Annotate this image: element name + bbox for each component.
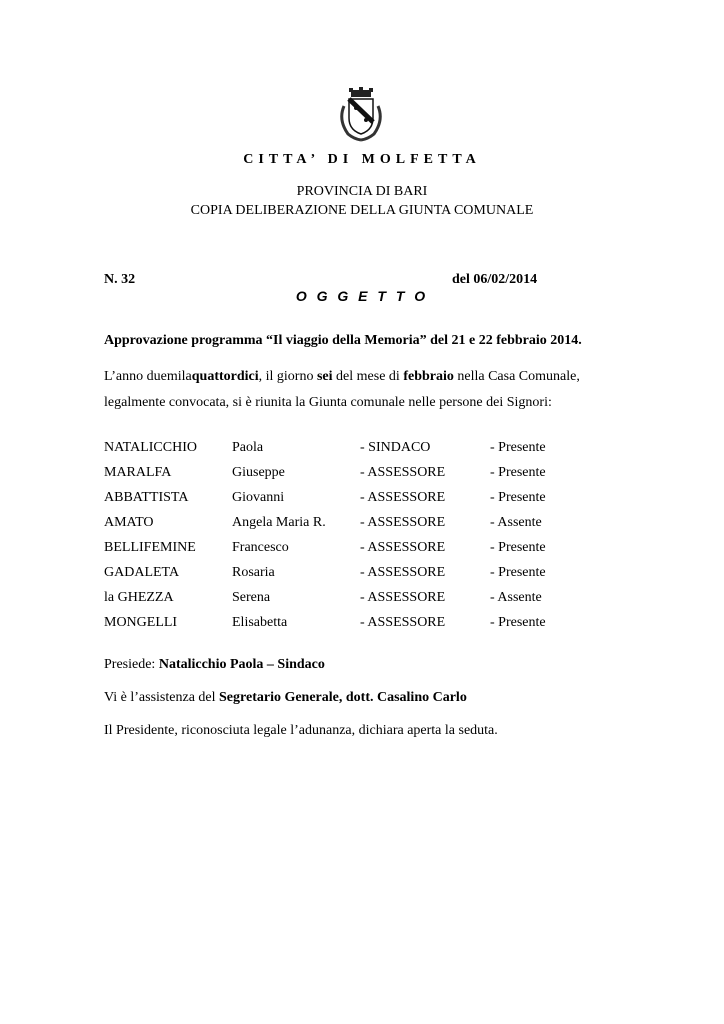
member-status: - Assente: [490, 590, 542, 605]
member-surname: la GHEZZA: [104, 590, 174, 605]
member-role: - ASSESSORE: [360, 565, 446, 580]
member-name: Serena: [232, 590, 271, 605]
member-row: [0, 615, 724, 635]
member-role: - ASSESSORE: [360, 615, 446, 630]
presiding-person: Natalicchio Paola – Sindaco: [158, 657, 325, 672]
municipal-crest-icon: [334, 86, 388, 142]
secretary-name: Segretario Generale, dott. Casalino Carlo: [219, 690, 467, 705]
member-row: [0, 465, 724, 485]
member-status: - Assente: [490, 515, 542, 530]
member-status: - Presente: [490, 615, 546, 630]
subject-heading: O G G E T T O: [295, 288, 429, 304]
assistance-line: Vi è l’assistenza del Segretario Generale, dott. Casalino Carlo: [104, 690, 467, 705]
deliberation-number: N. 32: [104, 272, 136, 287]
member-surname: AMATO: [104, 515, 154, 530]
member-surname: BELLIFEMINE: [104, 540, 196, 555]
intro-paragraph: [104, 364, 622, 416]
intro-line-1: L’anno duemilaquattordici, il giorno sei del mese di febbraio nella Casa Comunale,: [104, 369, 580, 384]
subject-text: Approvazione programma “Il viaggio della Memoria” del 21 e 22 febbraio 2014.: [104, 333, 582, 348]
member-row: [0, 590, 724, 610]
member-surname: NATALICCHIO: [104, 440, 197, 455]
member-row: [0, 540, 724, 560]
province-line: PROVINCIA DI BARI: [296, 184, 428, 199]
member-row: [0, 440, 724, 460]
member-row: [0, 515, 724, 535]
intro-line-2: legalmente convocata, si è riunita la Giunta comunale nelle persone dei Signori:: [104, 395, 552, 410]
member-status: - Presente: [490, 565, 546, 580]
member-role: - ASSESSORE: [360, 590, 446, 605]
member-surname: MARALFA: [104, 465, 172, 480]
member-name: Paola: [232, 440, 264, 455]
document-type-title: COPIA DELIBERAZIONE DELLA GIUNTA COMUNALE: [190, 203, 534, 218]
member-role: - ASSESSORE: [360, 515, 446, 530]
member-surname: MONGELLI: [104, 615, 178, 630]
closing-line: Il Presidente, riconosciuta legale l’adunanza, dichiara aperta la seduta.: [104, 723, 498, 738]
member-name: Angela Maria R.: [232, 515, 326, 530]
member-name: Francesco: [232, 540, 289, 555]
member-status: - Presente: [490, 490, 546, 505]
member-status: - Presente: [490, 440, 546, 455]
deliberation-date: del 06/02/2014: [452, 272, 538, 287]
member-name: Giovanni: [232, 490, 285, 505]
member-status: - Presente: [490, 540, 546, 555]
member-name: Rosaria: [232, 565, 275, 580]
member-name: Elisabetta: [232, 615, 288, 630]
member-row: [0, 490, 724, 510]
member-name: Giuseppe: [232, 465, 285, 480]
member-role: - ASSESSORE: [360, 540, 446, 555]
member-role: - ASSESSORE: [360, 490, 446, 505]
member-role: - SINDACO: [360, 440, 431, 455]
member-role: - ASSESSORE: [360, 465, 446, 480]
member-surname: GADALETA: [104, 565, 180, 580]
member-row: [0, 565, 724, 585]
member-status: - Presente: [490, 465, 546, 480]
city-title: CITTA’ DI MOLFETTA: [243, 152, 481, 167]
member-surname: ABBATTISTA: [104, 490, 189, 505]
presiding-line: Presiede: Natalicchio Paola – Sindaco: [104, 657, 325, 672]
